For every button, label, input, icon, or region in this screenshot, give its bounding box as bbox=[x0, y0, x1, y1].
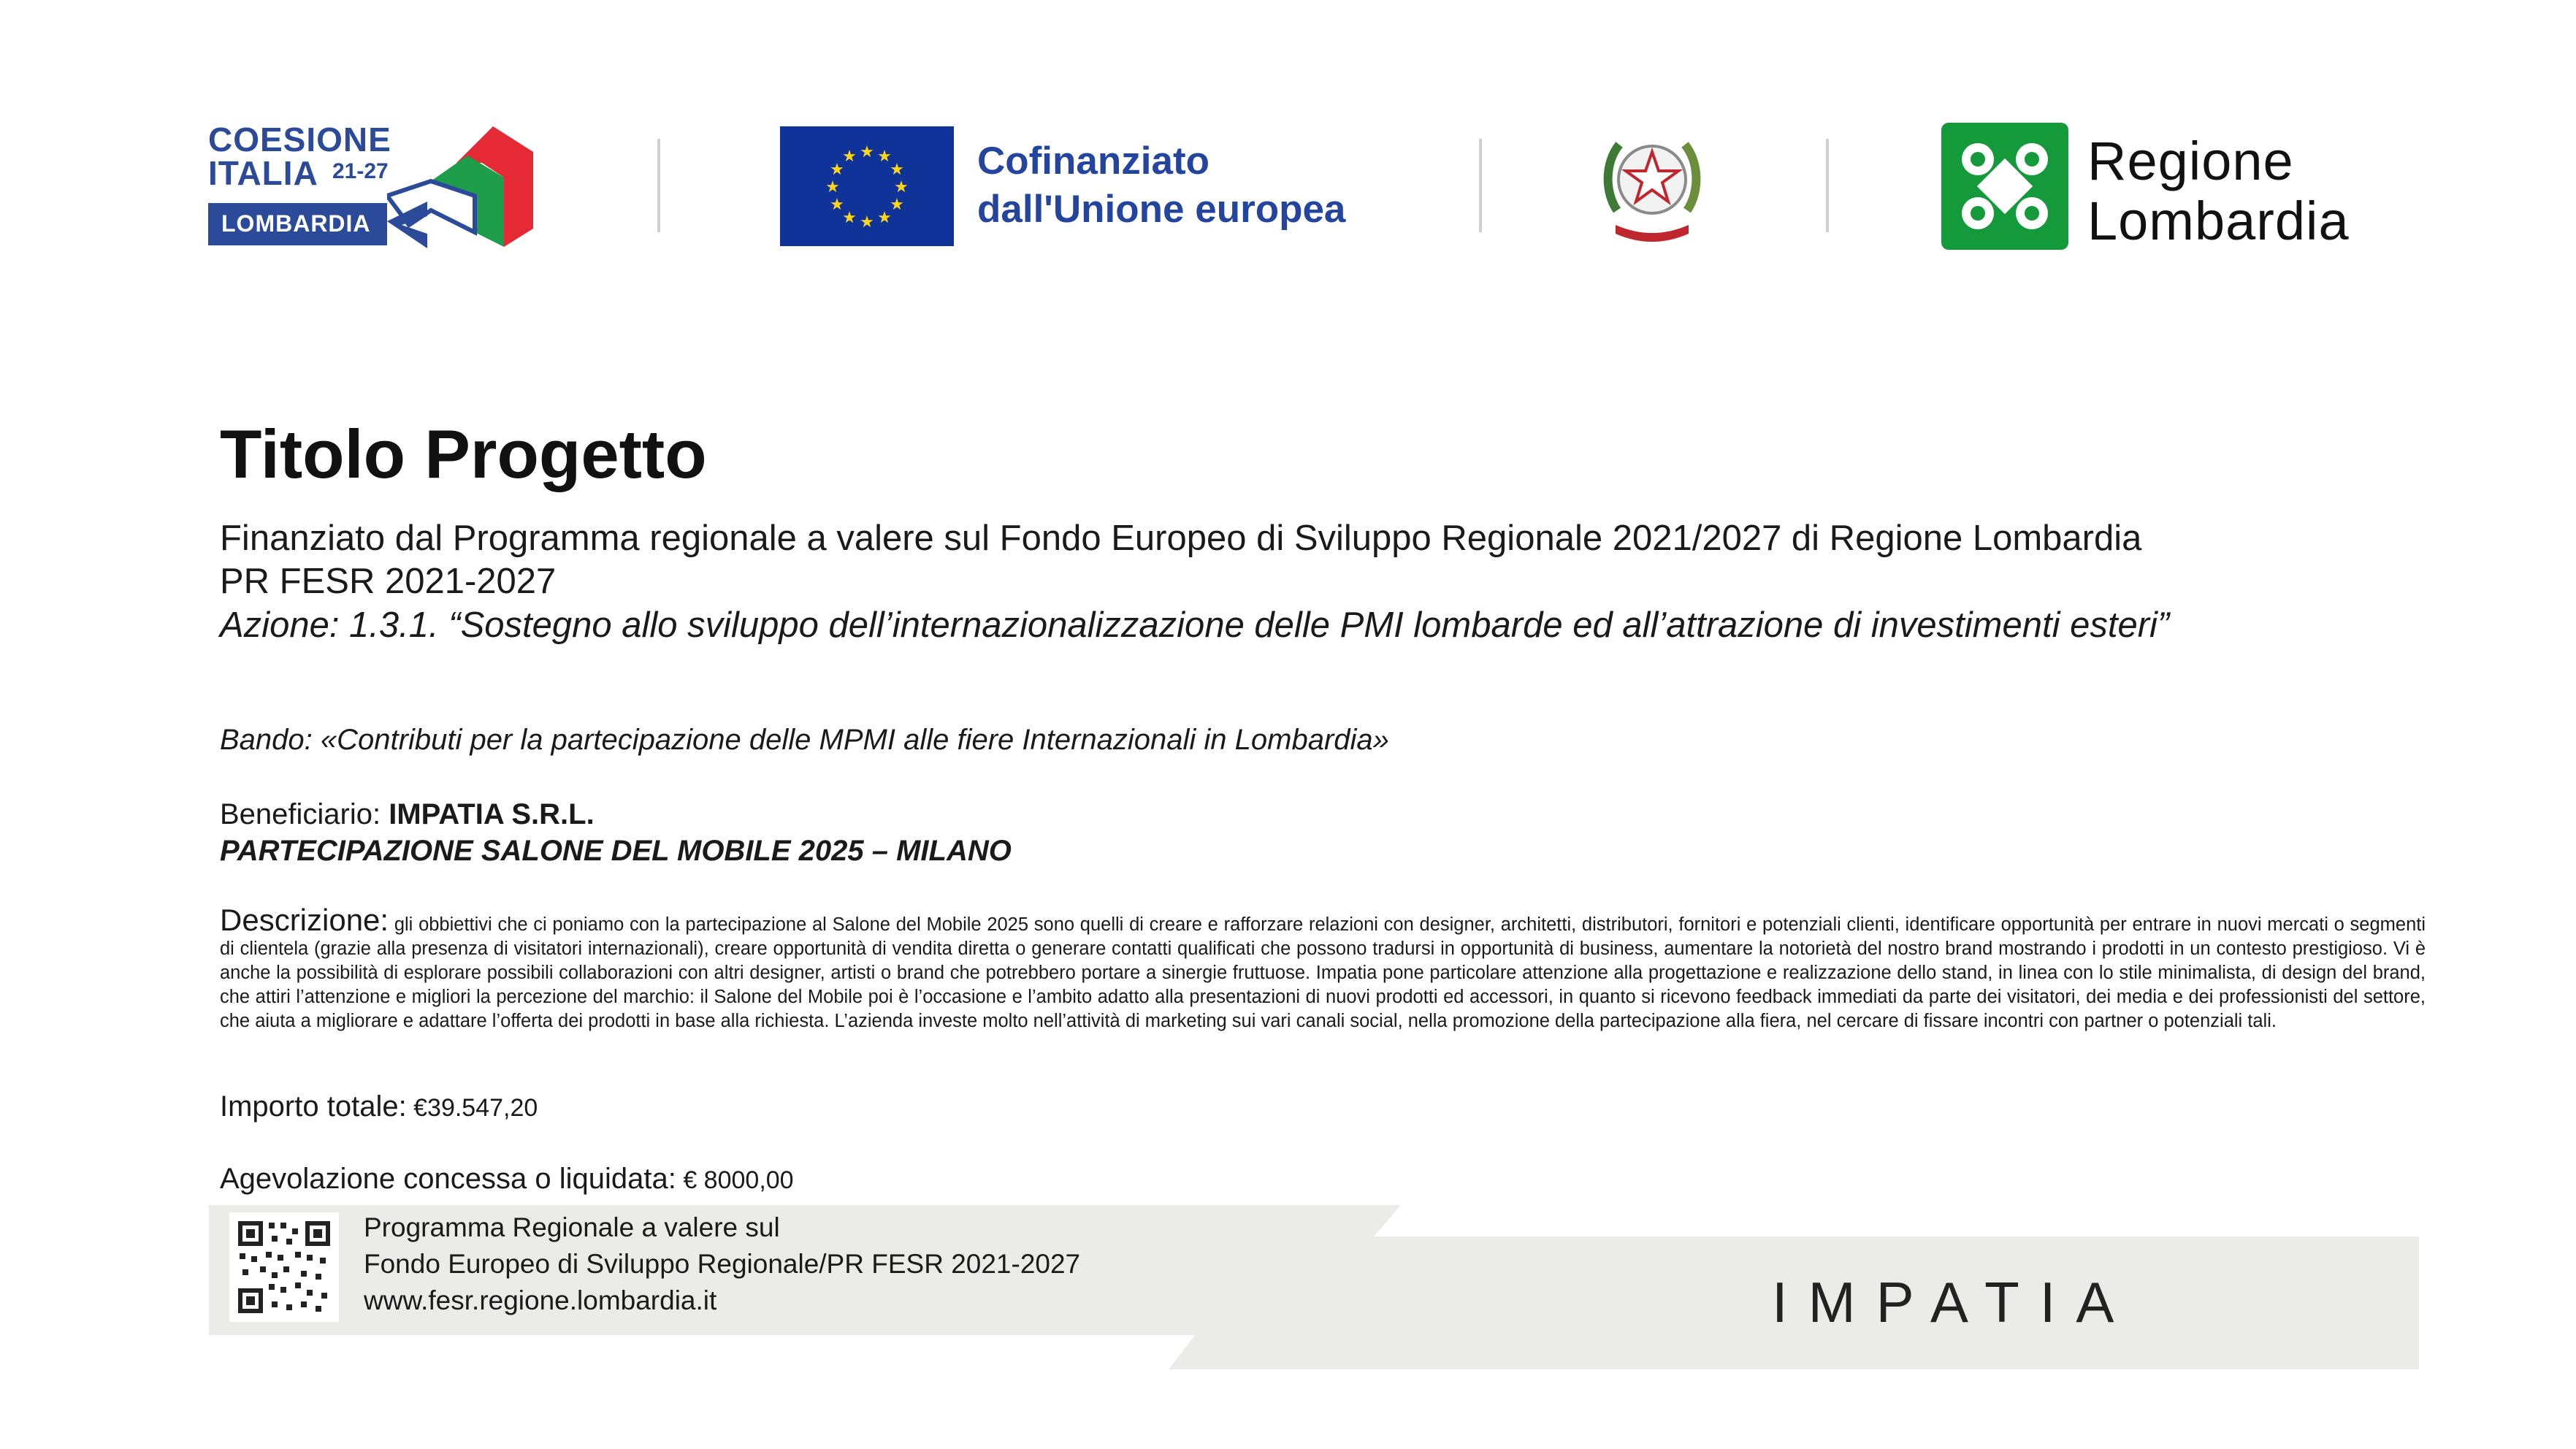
svg-text:★: ★ bbox=[830, 161, 844, 179]
svg-text:★: ★ bbox=[890, 196, 904, 214]
logo-separator bbox=[1479, 139, 1482, 232]
program-line: PR FESR 2021-2027 bbox=[220, 562, 557, 601]
footer-line1: Programma Regionale a valere sul bbox=[364, 1212, 780, 1242]
logo-separator bbox=[657, 139, 660, 232]
coesione-3d-shape-icon bbox=[387, 123, 533, 251]
coesione-logo-line1: COESIONE bbox=[208, 121, 391, 158]
coesione-logo-line2: ITALIA bbox=[208, 154, 318, 192]
descrizione-label: Descrizione: bbox=[220, 903, 389, 937]
regione-lombardia-text bbox=[2087, 131, 2350, 251]
svg-text:★: ★ bbox=[842, 209, 857, 227]
svg-text:★: ★ bbox=[877, 209, 892, 227]
eu-cofinanced-text bbox=[977, 137, 1386, 234]
importo-label: Importo totale: bbox=[220, 1090, 407, 1123]
svg-text:★: ★ bbox=[877, 148, 892, 166]
coesione-italia-logo bbox=[208, 123, 537, 251]
svg-text:★: ★ bbox=[860, 143, 874, 161]
svg-text:★: ★ bbox=[890, 161, 904, 179]
azione-line: Azione: 1.3.1. “Sostegno allo sviluppo dell’internazionalizzazione delle PMI lombarde ed all’attrazione di investimenti esteri” bbox=[220, 605, 2170, 645]
svg-text:★: ★ bbox=[825, 178, 840, 196]
coesione-logo-region: LOMBARDIA bbox=[221, 210, 371, 237]
project-title: Titolo Progetto bbox=[220, 416, 707, 492]
regione-text-line2: Lombardia bbox=[2087, 191, 2350, 251]
qr-code-icon bbox=[229, 1212, 339, 1322]
eu-text-line1: Cofinanziato bbox=[977, 139, 1209, 183]
descrizione-text: gli obbiettivi che ci poniamo con la partecipazione al Salone del Mobile 2025 sono quelli di creare e rafforzare relazioni con designer, architetti, distributori, fornitori e potenziali clienti, identificare opportunità per entrare in nuovi mercati o segmenti di clientela (grazie alla presenza di visitatori internazionali), creare opportunità di vendita diretta o generare contatti qualificati che possono tradursi in opportunità di business, aumentare la notorietà del nostro brand mostrando i prodotti in un contesto prestigioso. Vi è anche la possibilità di esplorare possibili collaborazioni con altri designer, artisti o brand che potrebbero portare a sinergie fruttuose. Impatia pone particolare attenzione alla progettazione e realizzazione dello stand, in linea con lo stile minimalista, di design del brand, che attiri l’attenzione e migliori la percezione del marchio: il Salone del Mobile poi è l’occasione e l’ambito adatto alla presentazioni di nuovi prodotti ed accessori, in quanto si ricevono feedback immediati da parte dei visitatori, dei media e dei professionisti del settore, che aiuta a migliorare e adattare l’offerta dei prodotti in base alla richiesta. L’azienda investe molto nell’attività di marketing sui vari canali social, nella promozione della partecipazione alla fiera, nel cercare di fissare incontri con partner o potenziali tali. bbox=[220, 914, 2426, 1031]
beneficiario-label: Beneficiario: bbox=[220, 798, 389, 830]
agevolazione-label: Agevolazione concessa o liquidata: bbox=[220, 1163, 676, 1195]
event-line: PARTECIPAZIONE SALONE DEL MOBILE 2025 – MILANO bbox=[220, 835, 1012, 867]
agevolazione-line bbox=[220, 1161, 794, 1198]
footer-line2: Fondo Europeo di Sviluppo Regionale/PR FESR 2021-2027 bbox=[364, 1249, 1081, 1279]
svg-text:★: ★ bbox=[860, 213, 874, 232]
coesione-logo-years: 21-27 bbox=[332, 159, 389, 183]
eu-flag-icon bbox=[780, 126, 954, 246]
descrizione-paragraph bbox=[220, 903, 2426, 1033]
impatia-brand-text: IMPATIA bbox=[1772, 1270, 2135, 1334]
svg-text:★: ★ bbox=[830, 196, 844, 214]
impatia-brand-logo bbox=[1772, 1269, 2134, 1336]
importo-line bbox=[220, 1088, 538, 1126]
regione-lombardia-badge-icon bbox=[1941, 123, 2068, 250]
footer-website-link[interactable]: www.fesr.regione.lombardia.it bbox=[364, 1285, 717, 1315]
funding-line: Finanziato dal Programma regionale a valere sul Fondo Europeo di Sviluppo Regionale 2021/2027 di Regione Lombardia bbox=[220, 519, 2142, 558]
logo-separator bbox=[1826, 139, 1829, 232]
beneficiario-value: IMPATIA S.R.L. bbox=[389, 798, 595, 830]
importo-value: €39.547,20 bbox=[406, 1094, 538, 1122]
footer-program-text bbox=[364, 1209, 1080, 1319]
regione-text-line1: Regione bbox=[2087, 131, 2294, 191]
agevolazione-value: € 8000,00 bbox=[676, 1166, 794, 1194]
svg-text:★: ★ bbox=[894, 178, 909, 196]
bando-line: Bando: «Contributi per la partecipazione delle MPMI alle fiere Internazionali in Lombardia» bbox=[220, 724, 1389, 756]
eu-text-line2: dall'Unione europea bbox=[977, 188, 1346, 231]
svg-text:★: ★ bbox=[842, 148, 857, 166]
italian-republic-emblem-icon bbox=[1601, 123, 1703, 247]
beneficiario-line bbox=[220, 796, 595, 833]
coesione-logo-region-bar bbox=[208, 203, 387, 245]
